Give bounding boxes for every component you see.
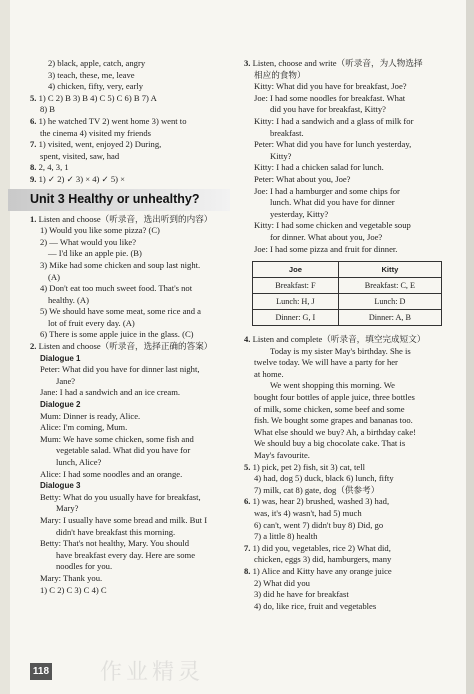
question-number: 7.	[244, 542, 251, 553]
section-2-heading	[30, 341, 235, 353]
left-column	[30, 58, 235, 596]
passage-line: at home.	[254, 368, 284, 379]
page-margin-right	[466, 0, 474, 694]
section-7-heading	[244, 543, 449, 555]
question-number: 8.	[30, 162, 37, 173]
answer-text: 1) pick, pet 2) fish, sit 3) cat, tell	[252, 461, 366, 472]
text-line: (A)	[48, 271, 60, 282]
dialogue-1-lines	[30, 364, 235, 399]
text-line: breakfast.	[270, 127, 304, 138]
section-8-heading	[244, 566, 449, 578]
watermark: 作业精灵	[100, 660, 205, 685]
section-3-lines	[244, 81, 449, 255]
question-number: 9.	[30, 173, 37, 184]
table-row	[253, 310, 442, 326]
text-line: Kitty?	[270, 150, 292, 161]
section-4-heading	[244, 334, 449, 346]
text-line: Peter: What did you have for dinner last night,	[40, 364, 200, 375]
question-number: 6.	[30, 115, 37, 126]
passage-line: fish. We bought some grapes and bananas too.	[254, 415, 413, 426]
answer-line: 3) teach, these, me, leave	[48, 69, 135, 80]
question-number: 6.	[244, 496, 251, 507]
table-header: Joe	[253, 262, 339, 278]
instruction-text-cont: 相应的食物）	[254, 69, 306, 80]
section-6-heading	[244, 496, 449, 508]
instruction-text: Listen and choose（听录音，选出听到的内容）	[38, 213, 213, 224]
table-cell: Lunch: D	[338, 294, 441, 310]
passage-line: twelve today. We will have a party for her	[254, 357, 398, 368]
dialogue-2-heading: Dialogue 2	[40, 400, 81, 410]
dialogue-1-heading: Dialogue 1	[40, 353, 81, 363]
text-line: 1) Would you like some pizza? (C)	[40, 225, 160, 236]
text-line: 6) can't, went 7) didn't buy 8) Did, go	[254, 519, 384, 530]
section-1-lines	[30, 225, 235, 341]
answer-line: 4) chicken, fifty, very, early	[48, 81, 144, 92]
text-line: was, it's 4) wasn't, had 5) much	[254, 508, 362, 518]
answer-line: the cinema 4) visited my friends	[40, 127, 151, 138]
text-line: 2) What did you	[254, 577, 310, 588]
question-number: 5.	[30, 92, 37, 103]
passage-line: We should buy a big chocolate cake. That is	[254, 438, 406, 449]
text-line: Joe: I had a hamburger and some chips for	[254, 185, 400, 196]
answer-line: spent, visited, saw, had	[40, 150, 120, 161]
text-line: 2) — What would you like?	[40, 236, 137, 247]
question-number: 5.	[244, 461, 251, 472]
table-cell: Dinner: G, I	[253, 310, 339, 326]
passage-line: May's favourite.	[254, 450, 310, 461]
passage-line: What else should we buy? Ah, a birthday cake!	[254, 426, 417, 437]
text-line: Joe: I had some noodles for breakfast. What	[254, 92, 406, 103]
text-line: didn't have breakfast this morning.	[56, 526, 176, 537]
text-line: lunch, Alice?	[56, 457, 102, 467]
question-number: 1.	[30, 213, 37, 224]
dialogue-2-lines	[30, 411, 235, 481]
text-line: Jane: I had a sandwich and an ice cream.	[40, 387, 181, 398]
question-number: 2.	[30, 341, 37, 352]
text-line: — I'd like an apple pie. (B)	[48, 248, 142, 259]
text-line: healthy. (A)	[48, 294, 89, 305]
text-line: 4) do, like rice, fruit and vegetables	[254, 600, 377, 611]
right-column	[244, 58, 449, 612]
page-margin-left	[0, 0, 10, 694]
table-body	[253, 278, 442, 326]
text-line: Jane?	[56, 375, 76, 386]
text-line: 1) C 2) C 3) C 4) C	[40, 584, 107, 595]
text-line: Alice: I'm coming, Mum.	[40, 422, 128, 433]
text-line: lot of fruit every day. (A)	[48, 317, 135, 328]
question-7	[30, 139, 235, 151]
table-row	[253, 278, 442, 294]
text-line: Mary?	[56, 503, 79, 514]
table-cell: Breakfast: F	[253, 278, 339, 294]
passage-line: of milk, some chicken, some beef and some	[254, 403, 405, 414]
text-line: Kitty: What did you have for breakfast, Joe?	[254, 81, 407, 92]
section-4-passage	[244, 346, 449, 462]
text-line: Mum: We have some chicken, some fish and	[40, 433, 194, 444]
section-8-lines	[244, 578, 449, 613]
table-cell: Dinner: A, B	[338, 310, 441, 326]
answer-text: 1) was, hear 2) brushed, washed 3) had,	[252, 496, 390, 507]
table-cell: Lunch: H, J	[253, 294, 339, 310]
answer-text: 2, 4, 3, 1	[38, 162, 69, 173]
text-line: yesterday, Kitty?	[270, 208, 329, 219]
text-line: did you have for breakfast, Kitty?	[270, 104, 386, 115]
text-line: Mum: Dinner is ready, Alice.	[40, 410, 141, 421]
page-number: 118	[30, 663, 52, 680]
text-line: Mary: I usually have some bread and milk. But I	[40, 514, 208, 525]
instruction-text: Listen, choose and write（听录音，为人物选择	[252, 58, 423, 68]
question-number: 7.	[30, 139, 37, 150]
answer-line: 8) B	[40, 104, 56, 115]
text-line: Peter: What did you have for lunch yesterday,	[254, 139, 412, 150]
text-line: Kitty: I had a sandwich and a glass of milk for	[254, 115, 414, 126]
question-number: 8.	[244, 565, 251, 576]
text-line: vegetable salad. What did you have for	[56, 445, 191, 456]
text-line: 4) Don't eat too much sweet food. That's not	[40, 283, 193, 294]
text-line: 6) There is some apple juice in the glass. (C)	[40, 329, 194, 340]
table-cell: Breakfast: C, E	[338, 278, 441, 294]
question-6	[30, 116, 235, 128]
text-line: Joe: I had some pizza and fruit for dinner.	[254, 243, 398, 254]
unit-title-banner	[8, 189, 230, 211]
text-line: 3) did he have for breakfast	[254, 589, 349, 600]
text-line: 7) a little 8) health	[254, 531, 318, 542]
section-5-lines	[244, 473, 449, 496]
text-line: chicken, eggs 3) did, hamburgers, many	[254, 554, 392, 565]
answer-text: 1) he watched TV 2) went home 3) went to	[38, 115, 187, 126]
dialogue-3-lines	[30, 492, 235, 596]
text-line: have breakfast every day. Here are some	[56, 549, 196, 560]
question-8	[30, 162, 235, 174]
text-line: 7) milk, cat 8) gate, dog（供参考）	[254, 484, 380, 495]
passage-line: Today is my sister May's birthday. She is	[270, 345, 411, 356]
question-number: 3.	[244, 58, 251, 68]
passage-line: bought four bottles of apple juice, three bottles	[254, 392, 415, 403]
instruction-text: Listen and choose（听录音，选择正确的答案）	[38, 341, 213, 352]
text-line: lunch. What did you have for dinner	[270, 197, 395, 208]
table-row	[253, 294, 442, 310]
section-1-heading	[30, 214, 235, 226]
section-5-heading	[244, 462, 449, 474]
food-table	[252, 261, 442, 326]
text-line: noodles for you.	[56, 561, 113, 572]
passage-line: We went shopping this morning. We	[270, 380, 395, 391]
text-line: Peter: What about you, Joe?	[254, 173, 351, 184]
text-line: for dinner. What about you, Joe?	[270, 231, 383, 242]
question-9	[30, 174, 235, 186]
question-number: 4.	[244, 334, 251, 345]
text-line: Mary: Thank you.	[40, 572, 103, 583]
answer-text: 1) visited, went, enjoyed 2) During,	[38, 139, 162, 150]
section-3-heading	[244, 58, 449, 70]
text-line: Kitty: I had a chicken salad for lunch.	[254, 162, 384, 173]
answer-text: 1) ✓ 2) ✓ 3) × 4) ✓ 5) ×	[38, 173, 126, 184]
answer-text: 1) did you, vegetables, rice 2) What did,	[252, 542, 391, 553]
text-line: Betty: That's not healthy, Mary. You should	[40, 538, 189, 549]
text-line: 3) Mike had some chicken and soup last night.	[40, 259, 201, 270]
text-line: 4) had, dog 5) duck, black 6) lunch, fifty	[254, 473, 394, 484]
section-7-lines	[244, 554, 449, 566]
question-5	[30, 93, 235, 105]
dialogue-3-heading: Dialogue 3	[40, 481, 81, 491]
answer-text: 1) C 2) B 3) B 4) C 5) C 6) B 7) A	[38, 92, 157, 103]
answer-text: 1) Alice and Kitty have any orange juice	[252, 565, 392, 576]
text-line: Betty: What do you usually have for breakfast,	[40, 491, 201, 502]
text-line: 5) We should have some meat, some rice and a	[40, 306, 201, 317]
table-header-row	[253, 262, 442, 278]
table-header: Kitty	[338, 262, 441, 278]
unit-title: Unit 3 Healthy or unhealthy?	[30, 191, 200, 206]
instruction-text: Listen and complete（听录音，填空完成短文）	[252, 334, 426, 345]
text-line: Kitty: I had some chicken and vegetable soup	[254, 220, 411, 231]
section-6-lines	[244, 508, 449, 543]
text-line: Alice: I had some noodles and an orange.	[40, 468, 183, 479]
answer-line: 2) black, apple, catch, angry	[48, 58, 146, 68]
